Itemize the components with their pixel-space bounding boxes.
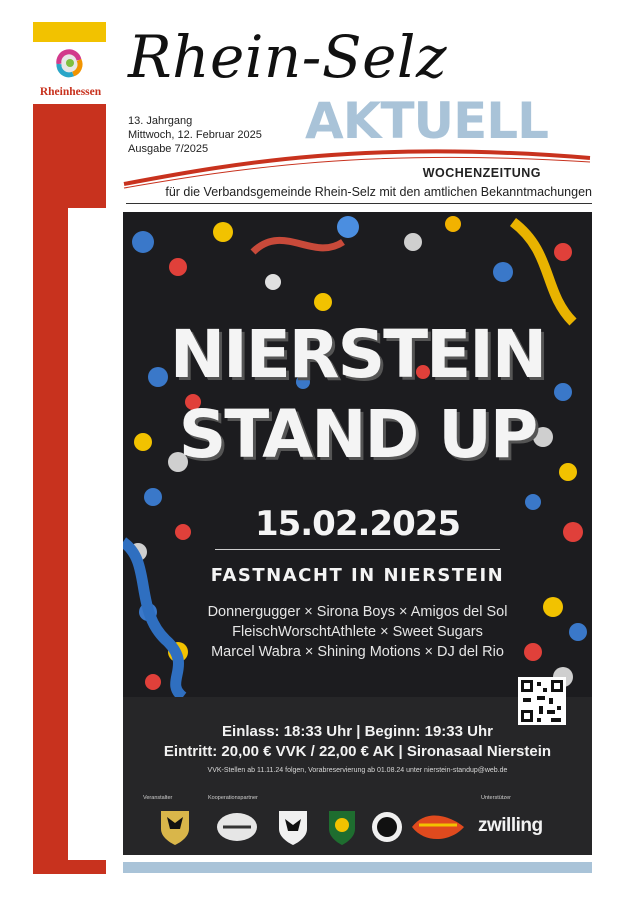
newspaper-subtitle: für die Verbandsgemeinde Rhein-Selz mit den amtlichen Bekanntmachungen [165, 185, 592, 199]
supporter-label: Unterstützer [481, 795, 511, 801]
side-strip-inner [68, 208, 106, 860]
partner-logo-icon [217, 813, 257, 841]
issue-edition: Ausgabe 7/2025 [128, 143, 209, 155]
rheinhessen-logo-icon [33, 42, 106, 88]
masthead-title: Rhein-Selz [128, 23, 448, 91]
issue-year: 13. Jahrgang [128, 115, 193, 127]
masthead-accent: AKTUELL [305, 92, 549, 150]
organizer-label: Veranstalter [143, 795, 173, 801]
poster-divider [215, 549, 500, 550]
footer-accent-bar [123, 862, 592, 873]
partners-label: Kooperationspartner [208, 795, 258, 801]
header-swoosh [120, 130, 595, 190]
poster-entry: Eintritt: 20,00 € VVK / 22,00 € AK | Sironasaal Nierstein [163, 743, 552, 760]
poster-title-line2: STAND UP [178, 396, 537, 473]
carnival-logo-icon [412, 815, 464, 839]
newspaper-type: WOCHENZEITUNG [422, 166, 541, 180]
poster-date: 15.02.2025 [254, 504, 461, 544]
poster-acts-line: FleischWorschtAthlete × Sweet Sugars [232, 624, 483, 640]
round-logo-icon [372, 812, 402, 842]
poster-title-line1: NIERSTEIN [169, 316, 546, 393]
club-badge-icon [329, 811, 355, 845]
qr-code-icon [518, 677, 566, 725]
side-strip-foot [68, 860, 106, 874]
supporter-name: zwilling [478, 815, 543, 836]
poster-times: Einlass: 18:33 Uhr | Beginn: 19:33 Uhr [222, 723, 493, 740]
logo-text: Rheinhessen [39, 86, 102, 98]
yellow-accent-bar [33, 22, 106, 42]
poster-presale-note: VVK-Stellen ab 11.11.24 folgen, Vorabreservierung ab 01.08.24 unter nierstein-standup@web.de [207, 767, 508, 774]
poster-headline: FASTNACHT IN NIERSTEIN [210, 565, 505, 586]
partner-logos [157, 807, 467, 847]
issue-date: Mittwoch, 12. Februar 2025 [128, 129, 262, 141]
event-poster [123, 212, 592, 855]
organizer-crest-icon [161, 811, 189, 845]
poster-acts-line: Marcel Wabra × Shining Motions × DJ del Rio [211, 644, 504, 660]
poster-acts-line: Donnergugger × Sirona Boys × Amigos del Sol [207, 604, 508, 620]
eagle-crest-icon [279, 811, 307, 845]
header-rule [126, 203, 592, 204]
